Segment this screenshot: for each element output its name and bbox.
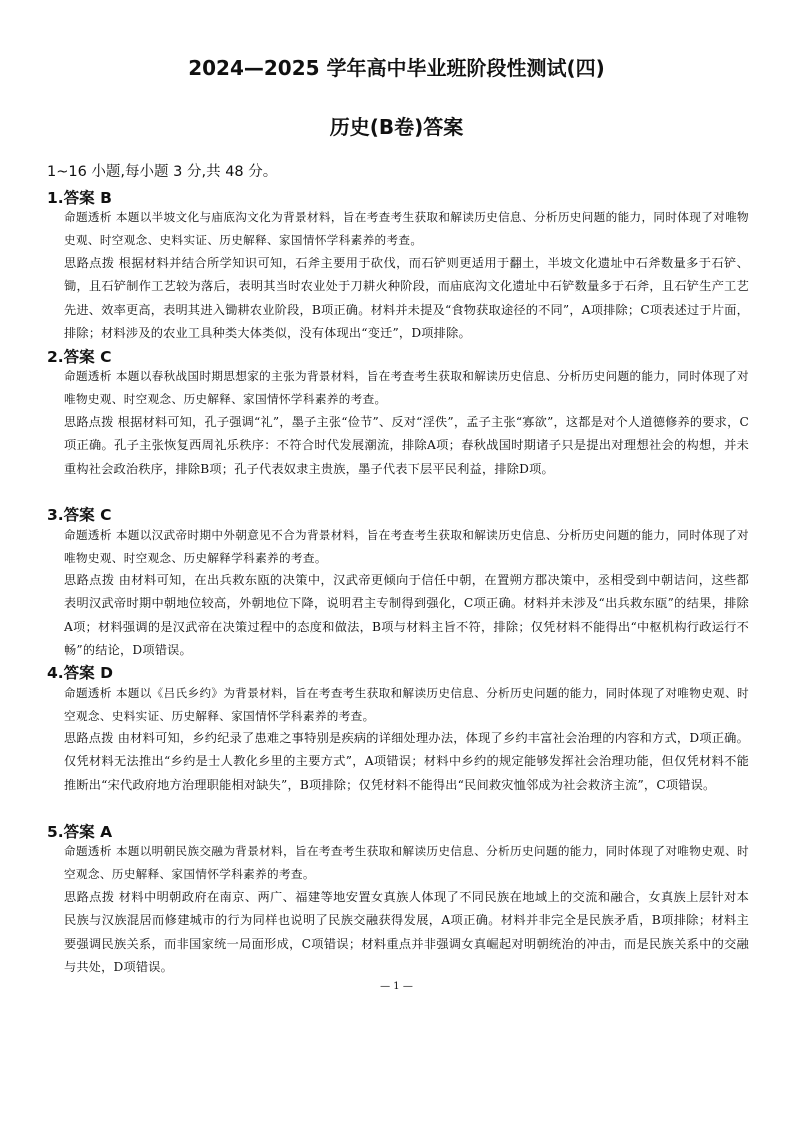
analysis-paragraph-5: 命题透析 本题以明朝民族交融为背景材料，旨在考查考生获取和解读历史信息、分析历史问题的能力，同时体现了对唯物史观、时空观念、历史解释、家国情怀学科素养的考查。 <box>64 844 749 882</box>
explanation-paragraph-1: 思路点拨 根据材料并结合所学知识可知，石斧主要用于砍伐，而石铲则更适用于翻土，半坡文化遗址中石斧数量多于石铲、锄，且石铲制作工艺较为落后，表明其当时农业处于刀耕火种阶段，而庙底沟文化遗址中石铲数量多于石斧，且石铲生产工艺先进、效率更高，表明其进入锄耕农业阶段，B项正确。材料并未提及“食物获取途径的不同”，A项排除；C项表述过于片面，排除；材料涉及的农业工具种类大体类似，没有体现出“变迁”，D项排除。 <box>64 256 749 340</box>
page-subtitle: 历史(B卷)答案 <box>329 115 464 139</box>
analysis-paragraph-2: 命题透析 本题以春秋战国时期思想家的主张为背景材料，旨在考查考生获取和解读历史信息、分析历史问题的能力，同时体现了对唯物史观、时空观念、历史解释、家国情怀学科素养的考查。 <box>64 369 749 407</box>
answer-heading-2: 2.答案 C <box>47 348 112 366</box>
page-number: — 1 — <box>380 981 413 992</box>
answer-heading-3: 3.答案 C <box>47 506 112 524</box>
answer-heading-4: 4.答案 D <box>47 664 113 682</box>
explanation-paragraph-3: 思路点拨 由材料可知，在出兵救东瓯的决策中，汉武帝更倾向于信任中朝，在置朔方郡决策中，丞相受到中朝诘问，这些都表明汉武帝时期中朝地位较高，外朝地位下降，说明君主专制得到强化，C项正确。材料并未涉及“出兵救东瓯”的结果，排除A项；材料强调的是汉武帝在决策过程中的态度和做法，B项与材料主旨不符，排除；仅凭材料不能得出“中枢机构行政运行不畅”的结论，D项错误。 <box>64 573 749 657</box>
explanation-paragraph-4: 思路点拨 由材料可知，乡约纪录了患难之事特别是疾病的详细处理办法，体现了乡约丰富社会治理的内容和方式，D项正确。仅凭材料无法推出“乡约是士人教化乡里的主要方式”，A项错误；材料中乡约的规定能够发挥社会治理功能，但仅凭材料不能推断出“宋代政府地方治理职能相对缺失”，B项排除；仅凭材料不能得出“民间救灾恤邻成为社会救济主流”，C项错误。 <box>64 731 749 792</box>
page-title: 2024—2025 学年高中毕业班阶段性测试(四) <box>188 56 605 80</box>
analysis-paragraph-3: 命题透析 本题以汉武帝时期中外朝意见不合为背景材料，旨在考查考生获取和解读历史信息、分析历史问题的能力，同时体现了对唯物史观、时空观念、历史解释学科素养的考查。 <box>64 528 749 566</box>
answer-heading-1: 1.答案 B <box>47 189 112 207</box>
answer-heading-5: 5.答案 A <box>47 823 113 841</box>
explanation-paragraph-2: 思路点拨 根据材料可知，孔子强调“礼”，墨子主张“俭节”、反对“淫佚”，孟子主张“寡欲”，这都是对个人道德修养的要求，C项正确。孔子主张恢复西周礼乐秩序：不符合时代发展潮流，排除A项；春秋战国时期诸子只是提出对理想社会的构想，并未重构社会政治秩序，排除B项；孔子代表奴隶主贵族，墨子代表下层平民利益，排除D项。 <box>64 415 749 476</box>
explanation-paragraph-5: 思路点拨 材料中明朝政府在南京、两广、福建等地安置女真族人体现了不同民族在地域上的交流和融合，女真族上层针对本民族与汉族混居而修建城市的行为同样也说明了民族交融获得发展，A项正确。材料并非完全是民族矛盾，B项排除；材料主要强调民族关系，而非国家统一局面形成，C项错误；材料重点并非强调女真崛起对明朝统治的冲击，而是民族关系中的交融与共处，D项错误。 <box>64 890 749 974</box>
analysis-paragraph-1: 命题透析 本题以半坡文化与庙底沟文化为背景材料，旨在考查考生获取和解读历史信息、分析历史问题的能力，同时体现了对唯物史观、时空观念、史料实证、历史解释、家国情怀学科素养的考查。 <box>64 210 749 248</box>
analysis-paragraph-4: 命题透析 本题以《吕氏乡约》为背景材料，旨在考查考生获取和解读历史信息、分析历史问题的能力，同时体现了对唯物史观、时空观念、史料实证、历史解释、家国情怀学科素养的考查。 <box>64 686 749 724</box>
section-intro: 1~16 小题,每小题 3 分,共 48 分。 <box>47 164 278 180</box>
